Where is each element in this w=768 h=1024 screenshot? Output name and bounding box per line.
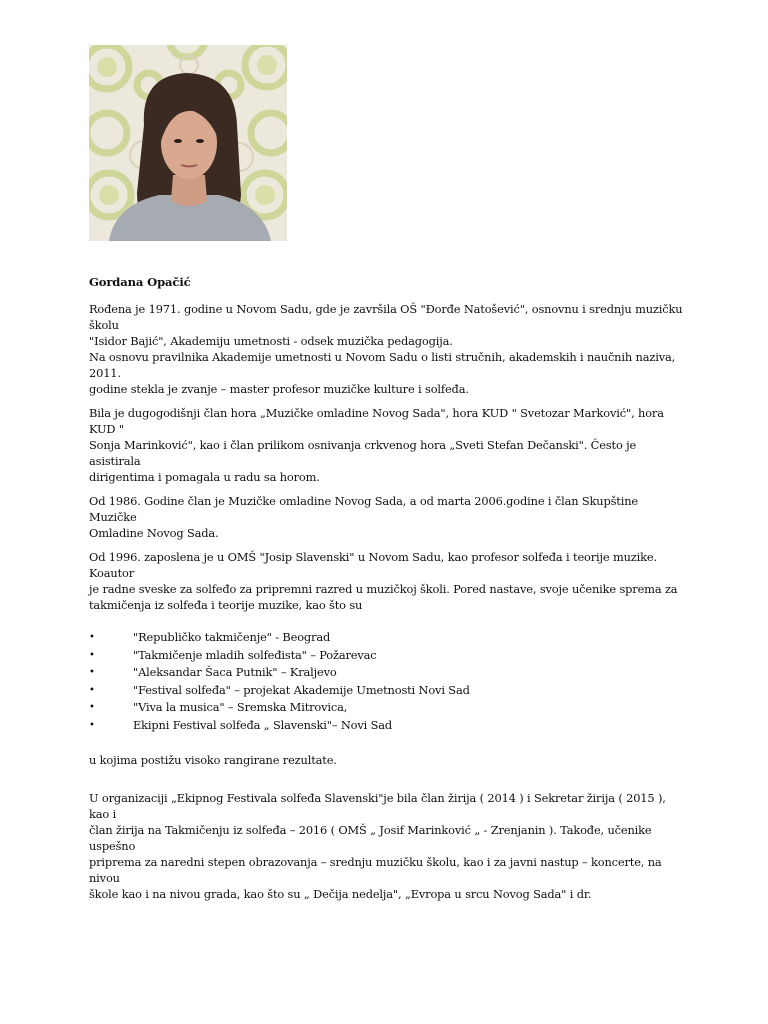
text-line: je radne sveske za solfeđo za pripremni razred u muzičkoj školi. Pored nastave, svoje učenike sprema za	[89, 582, 678, 596]
text-line: Od 1996. zaposlena je u OMŠ "Josip Slavenski" u Novom Sadu, kao profesor solfeđa i teorije muzike. Koautor	[89, 550, 657, 580]
text-line: Sonja Marinković", kao i član prilikom osnivanja crkvenog hora „Sveti Stefan Dečanski". Često je asistirala	[89, 438, 637, 468]
text-line: U organizaciji „Ekipnog Festivala solfeđa Slavenski"je bila član žirija ( 2014 ) i Sekretar žirija ( 2015 ), kao i	[89, 790, 666, 821]
list-item: • "Viva la musica" – Sremska Mitrovica,	[89, 699, 689, 717]
text-line: Bila je dugogodišnji član hora „Muzičke omladine Novog Sada", hora KUD " Svetozar Marković", hora KUD "	[89, 406, 664, 436]
competitions-list	[89, 629, 689, 735]
paragraph-results	[89, 752, 689, 768]
text-line: u kojima postižu visoko rangirane rezultate.	[89, 752, 337, 767]
spacer	[89, 776, 689, 790]
paragraph-jury	[89, 790, 689, 902]
text-line: škole kao i na nivou grada, kao što su „ Dečija nedelja", „Evropa u srcu Novog Sada" i dr.	[89, 886, 592, 901]
bullet: •	[89, 684, 95, 696]
text-line: "Isidor Bajić", Akademiju umetnosti - odsek muzička pedagogija.	[89, 334, 453, 348]
bullet: •	[89, 649, 95, 661]
biography-text	[89, 274, 689, 910]
text-line: takmičenja iz solfeđa i teorije muzike, kao što su	[89, 598, 363, 612]
list-item: • "Festival solfeđa" – projekat Akademije Umetnosti Novi Sad	[89, 682, 689, 700]
portrait-image	[89, 45, 287, 241]
bullet: •	[89, 719, 95, 731]
paragraph-choirs	[89, 405, 689, 485]
text-line: član žirija na Takmičenju iz solfeđa – 2016 ( OMŠ „ Josif Marinković „ - Zrenjanin ). Takođe, učenike uspešno	[89, 822, 652, 853]
text-line: Omladine Novog Sada.	[89, 526, 219, 540]
list-item: • Ekipni Festival solfeđa „ Slavenski"– Novi Sad	[89, 717, 689, 735]
text-line: Rođena je 1971. godine u Novom Sadu, gde je završila OŠ "Đorđe Natošević", osnovnu i srednju muzičku školu	[89, 302, 683, 332]
text-line: priprema za naredni stepen obrazovanja – srednju muzičku školu, kao i za javni nastup – koncerte, na nivou	[89, 854, 662, 885]
list-item: • "Aleksandar Šaca Putnik" – Kraljevo	[89, 664, 689, 682]
portrait-photo	[89, 45, 287, 241]
paragraph-membership	[89, 493, 689, 541]
list-item: • "Takmičenje mladih solfeđista" – Požarevac	[89, 647, 689, 665]
text-line: Od 1986. Godine član je Muzičke omladine Novog Sada, a od marta 2006.godine i član Skupštine Muzičke	[89, 494, 639, 524]
paragraph-education	[89, 301, 689, 397]
list-item: • "Republičko takmičenje" - Beograd	[89, 629, 689, 647]
bullet: •	[89, 702, 95, 714]
text-line: Na osnovu pravilnika Akademije umetnosti u Novom Sadu o listi stručnih, akademskih i naučnih naziva, 2011.	[89, 350, 676, 380]
paragraph-employment	[89, 549, 689, 613]
bullet: •	[89, 632, 95, 643]
person-name: Gordana Opačić	[89, 275, 191, 289]
bullet: •	[89, 667, 95, 679]
text-line: godine stekla je zvanje – master profesor muzičke kulture i solfeđa.	[89, 382, 469, 396]
text-line: dirigentima i pomagala u radu sa horom.	[89, 470, 320, 484]
